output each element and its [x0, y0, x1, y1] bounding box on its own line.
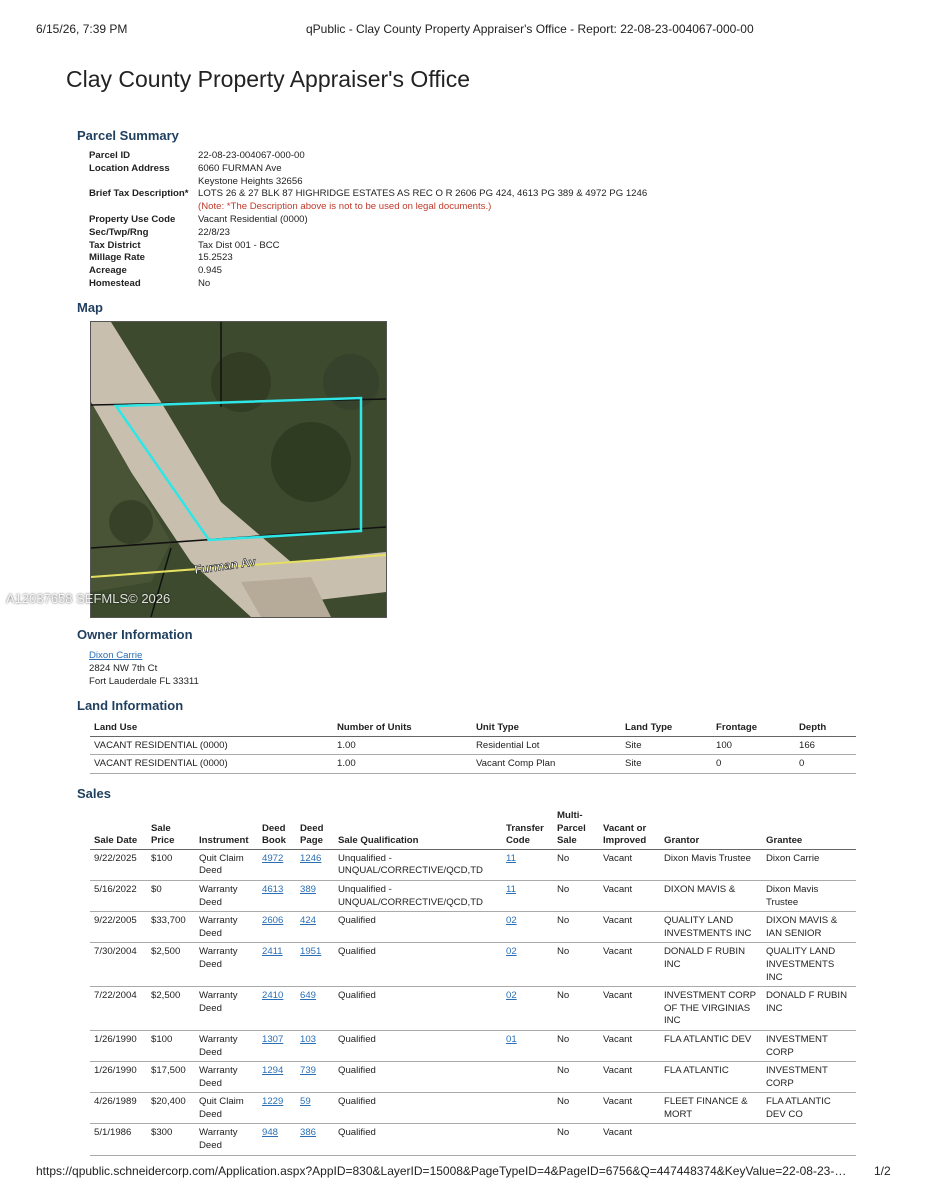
sales-cell: Vacant: [599, 1030, 660, 1061]
parcel-summary: [89, 150, 647, 291]
deed-page-link[interactable]: 1951: [300, 946, 322, 958]
sales-cell: No: [553, 849, 599, 880]
deed-book-link[interactable]: 1294: [262, 1065, 284, 1077]
sales-cell: 5/1/1986: [90, 1124, 147, 1155]
land-cell: 100: [712, 736, 795, 755]
transfer-code-link[interactable]: 02: [506, 946, 517, 958]
sales-cell: No: [553, 1093, 599, 1124]
deed-book[interactable]: [258, 1093, 296, 1124]
transfer-code[interactable]: [502, 880, 553, 911]
sales-cell: $2,500: [147, 943, 195, 987]
sales-cell: Warranty Deed: [195, 987, 258, 1031]
land-cell: Residential Lot: [472, 736, 621, 755]
sales-cell: No: [553, 1062, 599, 1093]
deed-book[interactable]: [258, 880, 296, 911]
sales-header-cell: Sale Price: [147, 808, 195, 849]
sales-cell: INVESTMENT CORP: [762, 1030, 856, 1061]
transfer-code-link[interactable]: 02: [506, 990, 517, 1002]
deed-book-link[interactable]: 4613: [262, 883, 284, 895]
tax-desc-label: Brief Tax Description*: [89, 188, 189, 200]
land-header-cell: Land Type: [621, 720, 712, 736]
deed-book[interactable]: [258, 912, 296, 943]
deed-book[interactable]: [258, 1062, 296, 1093]
deed-book-link[interactable]: 2410: [262, 990, 284, 1002]
transfer-code[interactable]: [502, 849, 553, 880]
sales-cell: Dixon Mavis Trustee: [762, 880, 856, 911]
land-cell: 0: [795, 755, 856, 774]
deed-book[interactable]: [258, 987, 296, 1031]
deed-page[interactable]: [296, 943, 334, 987]
sales-cell: $100: [147, 1030, 195, 1061]
deed-book[interactable]: [258, 943, 296, 987]
deed-page-link[interactable]: 59: [300, 1096, 311, 1108]
sales-cell: 1/26/1990: [90, 1030, 147, 1061]
sales-cell: Dixon Mavis Trustee: [660, 849, 762, 880]
sales-cell: Warranty Deed: [195, 1124, 258, 1155]
millage-value: 15.2523: [198, 252, 233, 264]
deed-book[interactable]: [258, 1030, 296, 1061]
transfer-code[interactable]: [502, 943, 553, 987]
sales-cell: QUALITY LAND INVESTMENTS INC: [762, 943, 856, 987]
deed-book-link[interactable]: 948: [262, 1127, 279, 1139]
location-label: Location Address: [89, 162, 170, 174]
deed-page[interactable]: [296, 912, 334, 943]
sales-cell: $17,500: [147, 1062, 195, 1093]
sales-row: [90, 912, 856, 943]
map-heading: Map: [77, 300, 103, 315]
deed-page-link[interactable]: 424: [300, 915, 317, 927]
parcel-id-label: Parcel ID: [89, 150, 131, 161]
sales-cell: Qualified: [334, 943, 502, 987]
sales-header-cell: Deed Page: [296, 808, 334, 849]
sales-cell: $20,400: [147, 1093, 195, 1124]
sales-cell: No: [553, 943, 599, 987]
tax-desc-value: LOTS 26 & 27 BLK 87 HIGHRIDGE ESTATES AS REC O R 2606 PG 424, 4613 PG 389 & 4972 PG 1246: [198, 188, 648, 200]
sales-row: [90, 1124, 856, 1155]
sales-cell: Dixon Carrie: [762, 849, 856, 880]
sales-header-cell: Deed Book: [258, 808, 296, 849]
sales-row: [90, 943, 856, 987]
deed-page-link[interactable]: 1246: [300, 852, 322, 864]
deed-page-link[interactable]: 649: [300, 990, 317, 1002]
deed-book[interactable]: [258, 1124, 296, 1155]
millage-label: Millage Rate: [89, 252, 145, 264]
sales-cell: [502, 1124, 553, 1155]
land-header-cell: Unit Type: [472, 720, 621, 736]
sales-cell: 7/22/2004: [90, 987, 147, 1031]
land-heading: Land Information: [77, 698, 184, 713]
homestead-value: No: [198, 277, 211, 289]
sales-cell: Qualified: [334, 1124, 502, 1155]
sales-cell: FLA ATLANTIC DEV: [660, 1030, 762, 1061]
sales-cell: Vacant: [599, 880, 660, 911]
sales-cell: DIXON MAVIS &: [660, 880, 762, 911]
sales-cell: Qualified: [334, 987, 502, 1031]
deed-book-link[interactable]: 1307: [262, 1033, 284, 1045]
transfer-code[interactable]: [502, 987, 553, 1031]
deed-book-link[interactable]: 4972: [262, 852, 284, 864]
sales-header-cell: Transfer Code: [502, 808, 553, 849]
sales-cell: Quit Claim Deed: [195, 849, 258, 880]
deed-page[interactable]: [296, 1124, 334, 1155]
document-title: Clay County Property Appraiser's Office: [66, 66, 471, 92]
owner-heading: Owner Information: [77, 627, 193, 642]
sales-cell: 1/26/1990: [90, 1062, 147, 1093]
sales-cell: Vacant: [599, 1093, 660, 1124]
deed-page[interactable]: [296, 880, 334, 911]
land-header-cell: Frontage: [712, 720, 795, 736]
acreage-value: 0.945: [198, 265, 223, 277]
deed-page[interactable]: [296, 1030, 334, 1061]
land-cell: VACANT RESIDENTIAL (0000): [90, 736, 333, 755]
sales-cell: Vacant: [599, 912, 660, 943]
sales-cell: No: [553, 880, 599, 911]
sales-cell: Vacant: [599, 1124, 660, 1155]
tax-desc-note: (Note: *The Description above is not to be used on legal documents.): [198, 201, 492, 213]
sales-heading: Sales: [77, 786, 111, 801]
deed-page[interactable]: [296, 1062, 334, 1093]
land-cell: 166: [795, 736, 856, 755]
transfer-code[interactable]: [502, 912, 553, 943]
sales-cell: INVESTMENT CORP: [762, 1062, 856, 1093]
sales-row: [90, 1093, 856, 1124]
sales-cell: DONALD F RUBIN INC: [660, 943, 762, 987]
owner-name-link[interactable]: Dixon Carrie: [89, 650, 143, 661]
tax-district-label: Tax District: [89, 239, 141, 251]
parcel-id-value: 22-08-23-004067-000-00: [198, 150, 305, 161]
sales-cell: Vacant: [599, 849, 660, 880]
sales-cell: [502, 1093, 553, 1124]
print-page-title: qPublic - Clay County Property Appraiser's Office - Report: 22-08-23-004067-000-00: [306, 22, 754, 36]
transfer-code-link[interactable]: 01: [506, 1033, 517, 1045]
sales-header-cell: Instrument: [195, 808, 258, 849]
deed-page-link[interactable]: 739: [300, 1065, 317, 1077]
land-cell: 0: [712, 755, 795, 774]
deed-page-link[interactable]: 103: [300, 1033, 317, 1045]
land-cell: Site: [621, 755, 712, 774]
transfer-code[interactable]: [502, 1030, 553, 1061]
deed-page[interactable]: [296, 849, 334, 880]
land-cell: VACANT RESIDENTIAL (0000): [90, 755, 333, 774]
sec-twp-rng-value: 22/8/23: [198, 226, 231, 238]
aerial-image: [91, 322, 386, 617]
sales-row: [90, 987, 856, 1031]
sales-cell: Qualified: [334, 912, 502, 943]
sales-cell: Qualified: [334, 1093, 502, 1124]
deed-book-link[interactable]: 2606: [262, 915, 284, 927]
sales-cell: Unqualified - UNQUAL/CORRECTIVE/QCD,TD: [334, 880, 502, 911]
sales-header-cell: Grantor: [660, 808, 762, 849]
sales-header-cell: Sale Qualification: [334, 808, 502, 849]
sales-cell: [660, 1124, 762, 1155]
sales-row: [90, 849, 856, 880]
sales-cell: FLA ATLANTIC: [660, 1062, 762, 1093]
sales-table: [90, 808, 856, 1156]
deed-page-link[interactable]: 389: [300, 883, 317, 895]
sales-cell: Vacant: [599, 1062, 660, 1093]
sales-cell: Qualified: [334, 1030, 502, 1061]
use-code-label: Property Use Code: [89, 213, 176, 225]
sales-cell: DONALD F RUBIN INC: [762, 987, 856, 1031]
sales-row: [90, 1062, 856, 1093]
land-header-cell: Number of Units: [333, 720, 472, 736]
sales-cell: Warranty Deed: [195, 943, 258, 987]
sales-cell: $100: [147, 849, 195, 880]
sales-cell: 9/22/2005: [90, 912, 147, 943]
sales-cell: DIXON MAVIS & IAN SENIOR: [762, 912, 856, 943]
sales-cell: 5/16/2022: [90, 880, 147, 911]
parcel-map[interactable]: [90, 321, 387, 618]
land-row: [90, 755, 856, 774]
sales-cell: Warranty Deed: [195, 912, 258, 943]
sales-cell: $300: [147, 1124, 195, 1155]
sales-cell: 4/26/1989: [90, 1093, 147, 1124]
print-url: https://qpublic.schneidercorp.com/Application.aspx?AppID=830&LayerID=15008&PageTypeID=4&PageID=6756&Q=447448374&KeyValue=22-08-23-…: [36, 1164, 847, 1178]
deed-page[interactable]: [296, 987, 334, 1031]
owner-address2: Fort Lauderdale FL 33311: [89, 676, 199, 687]
sales-cell: Vacant: [599, 943, 660, 987]
sales-cell: No: [553, 987, 599, 1031]
sales-cell: No: [553, 912, 599, 943]
sales-cell: 9/22/2025: [90, 849, 147, 880]
deed-book-link[interactable]: 2411: [262, 946, 283, 958]
sales-cell: $33,700: [147, 912, 195, 943]
acreage-label: Acreage: [89, 265, 127, 277]
sales-cell: No: [553, 1124, 599, 1155]
sales-cell: Quit Claim Deed: [195, 1093, 258, 1124]
land-cell: 1.00: [333, 736, 472, 755]
sales-cell: 7/30/2004: [90, 943, 147, 987]
location-line2: Keystone Heights 32656: [198, 175, 303, 187]
sales-cell: FLEET FINANCE & MORT: [660, 1093, 762, 1124]
sales-header-cell: Sale Date: [90, 808, 147, 849]
owner-address1: 2824 NW 7th Ct: [89, 663, 158, 674]
deed-page[interactable]: [296, 1093, 334, 1124]
transfer-code-link[interactable]: 11: [506, 852, 516, 864]
sales-header-cell: Vacant or Improved: [599, 808, 660, 849]
land-cell: Site: [621, 736, 712, 755]
sales-cell: QUALITY LAND INVESTMENTS INC: [660, 912, 762, 943]
sales-cell: No: [553, 1030, 599, 1061]
transfer-code-link[interactable]: 02: [506, 915, 517, 927]
street-label: Furman Av: [193, 554, 257, 577]
print-datetime: 6/15/26, 7:39 PM: [36, 22, 128, 36]
land-table: [90, 720, 856, 774]
sales-cell: $0: [147, 880, 195, 911]
sales-header-cell: Multi-Parcel Sale: [553, 808, 599, 849]
sales-cell: Vacant: [599, 987, 660, 1031]
transfer-code-link[interactable]: 11: [506, 883, 516, 895]
land-row: [90, 736, 856, 755]
homestead-label: Homestead: [89, 277, 141, 289]
owner-info: [89, 649, 199, 688]
sales-cell: $2,500: [147, 987, 195, 1031]
sales-cell: FLA ATLANTIC DEV CO: [762, 1093, 856, 1124]
sec-twp-rng-label: Sec/Twp/Rng: [89, 226, 149, 238]
sales-cell: INVESTMENT CORP OF THE VIRGINIAS INC: [660, 987, 762, 1031]
sales-cell: [762, 1124, 856, 1155]
sales-row: [90, 1030, 856, 1061]
land-cell: 1.00: [333, 755, 472, 774]
deed-book-link[interactable]: 1229: [262, 1096, 284, 1108]
sales-cell: [502, 1062, 553, 1093]
print-page-number: 1/2: [874, 1164, 891, 1178]
use-code-value: Vacant Residential (0000): [198, 213, 308, 225]
parcel-summary-heading: Parcel Summary: [77, 128, 179, 143]
mls-watermark: A12037658 SEFMLS© 2026: [6, 591, 171, 606]
land-header-cell: Depth: [795, 720, 856, 736]
tax-district-value: Tax Dist 001 - BCC: [198, 239, 280, 251]
sales-cell: Unqualified - UNQUAL/CORRECTIVE/QCD,TD: [334, 849, 502, 880]
location-line1: 6060 FURMAN Ave: [198, 162, 282, 174]
land-cell: Vacant Comp Plan: [472, 755, 621, 774]
deed-page-link[interactable]: 386: [300, 1127, 317, 1139]
deed-book[interactable]: [258, 849, 296, 880]
sales-row: [90, 880, 856, 911]
sales-cell: Warranty Deed: [195, 1030, 258, 1061]
sales-header-cell: Grantee: [762, 808, 856, 849]
land-header-cell: Land Use: [90, 720, 333, 736]
sales-cell: Qualified: [334, 1062, 502, 1093]
sales-cell: Warranty Deed: [195, 1062, 258, 1093]
sales-cell: Warranty Deed: [195, 880, 258, 911]
